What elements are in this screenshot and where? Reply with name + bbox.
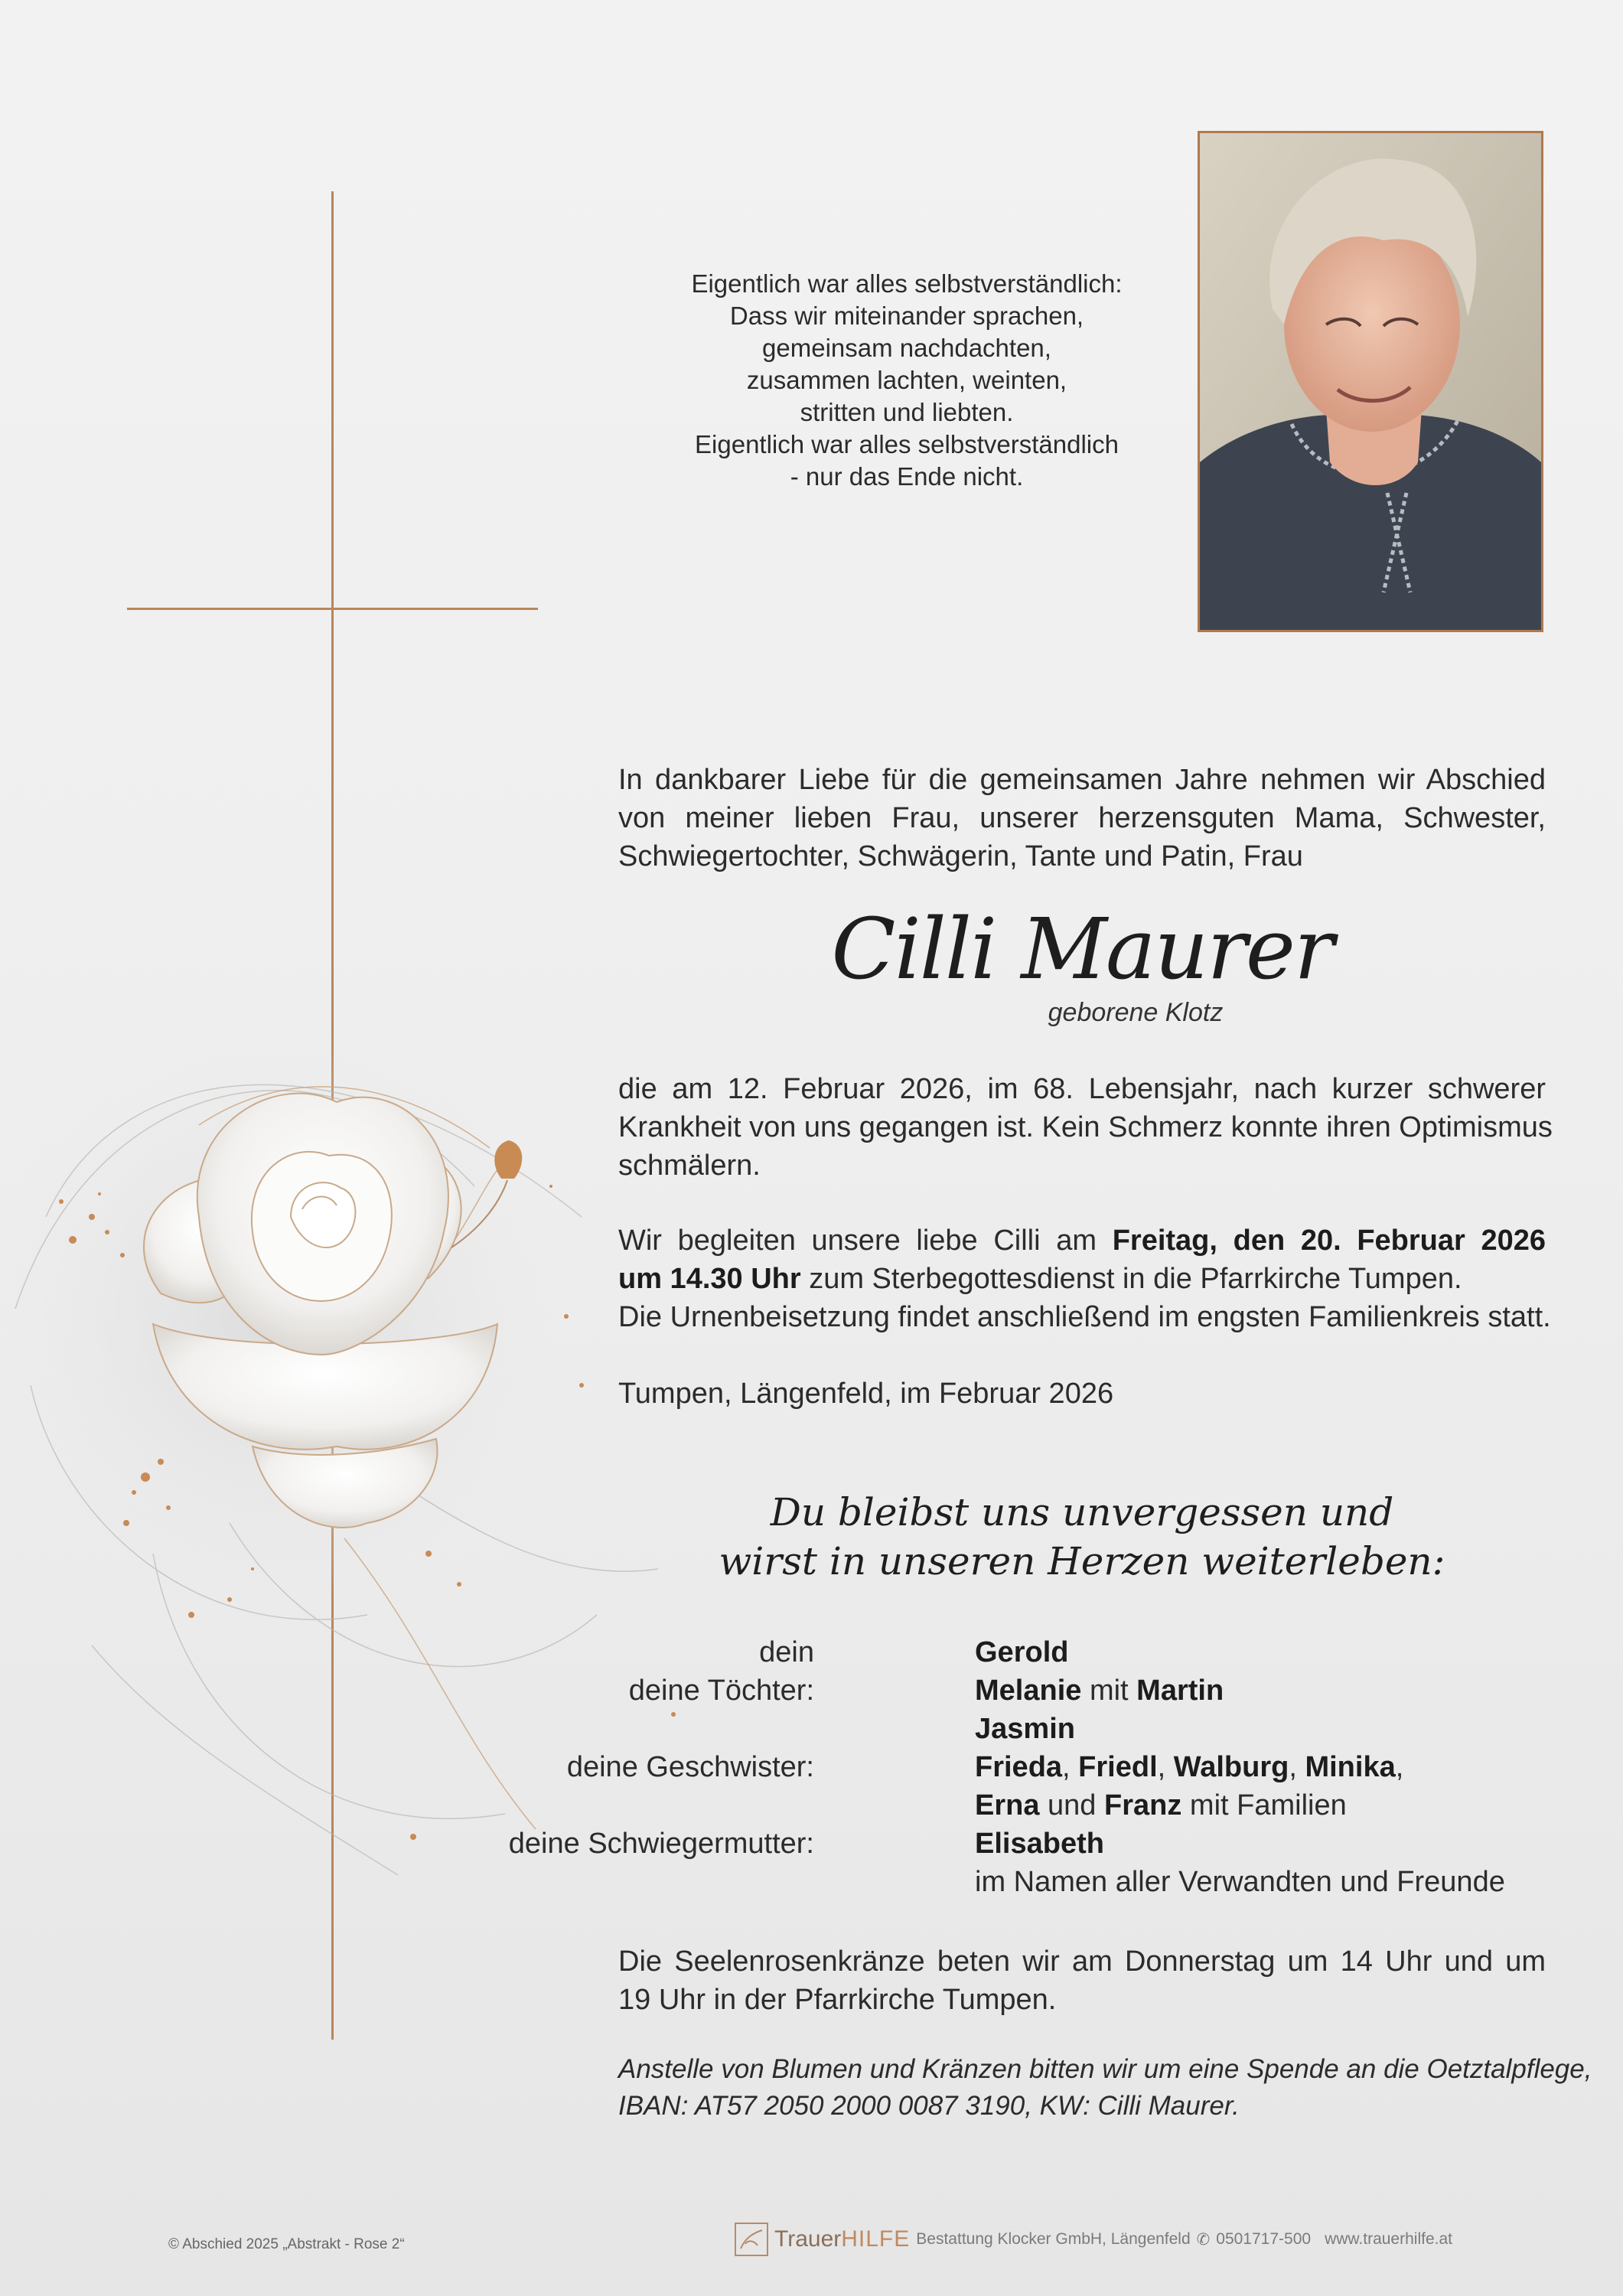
service-line-2 <box>618 1260 1546 1298</box>
death-line: schmälern. <box>618 1150 761 1182</box>
mourner-connector: im Namen aller Verwandten und Freunde <box>975 1866 1505 1898</box>
mourner-relation: deine Geschwister: <box>566 1751 814 1783</box>
poem-line: gemeinsam nachdachten, <box>762 334 1051 362</box>
phone-icon: ✆ <box>1196 2230 1211 2249</box>
mourner-row <box>618 1863 1546 1901</box>
intro-paragraph <box>618 761 1546 876</box>
intro-line: von meiner lieben Frau, unserer herzensguten Mama, Schwester, <box>618 802 1546 834</box>
service-line-1 <box>618 1221 1546 1260</box>
poem-line: Dass wir miteinander sprachen, <box>729 302 1084 330</box>
mourner-name: Erna <box>975 1789 1040 1821</box>
mourner-row <box>618 1710 1546 1748</box>
poem-line: Eigentlich war alles selbstverständlich <box>695 430 1119 458</box>
deceased-name: Cilli Maurer <box>831 900 1333 998</box>
donation-request <box>618 2051 1592 2125</box>
mourner-name: Friedl <box>1078 1751 1158 1783</box>
brand-name-a: Trauer <box>774 2226 842 2252</box>
company-name: Bestattung Klocker GmbH, Längenfeld <box>916 2230 1191 2248</box>
mourner-names <box>975 1863 1505 1901</box>
brand-name <box>774 2226 910 2252</box>
mourner-names <box>975 1786 1347 1825</box>
phone-number: 0501717-500 <box>1216 2230 1312 2248</box>
trauerhilfe-logo-icon <box>735 2223 768 2256</box>
service-info <box>618 1221 1551 1336</box>
rosary-line: 19 Uhr in der Pfarrkirche Tumpen. <box>618 1984 1057 2016</box>
motto-line: wirst in unseren Herzen weiterleben: <box>719 1539 1445 1583</box>
service-text: Wir begleiten unsere liebe Cilli am <box>618 1225 1113 1257</box>
motto-line: Du bleibst uns unvergessen und <box>770 1490 1394 1534</box>
portrait-photo <box>1198 131 1543 632</box>
service-time: um 14.30 Uhr <box>618 1263 801 1295</box>
mourner-relation: dein <box>759 1636 814 1668</box>
brand-name-b: HILFE <box>841 2226 911 2252</box>
mourner-name: Martin <box>1136 1675 1224 1707</box>
mourner-relation: deine Töchter: <box>628 1675 814 1707</box>
mourner-row <box>618 1671 1546 1710</box>
mourner-names <box>975 1633 1068 1671</box>
mourner-name: Melanie <box>975 1675 1082 1707</box>
funeral-home-footer <box>735 2223 1452 2256</box>
mourner-name: Jasmin <box>975 1713 1075 1745</box>
mourner-name: Franz <box>1104 1789 1182 1821</box>
service-text: zum Sterbegottesdienst in die Pfarrkirche Tumpen. <box>800 1263 1462 1295</box>
mourner-name: Minika <box>1305 1751 1396 1783</box>
mourner-relation: deine Schwiegermutter: <box>508 1828 814 1860</box>
template-copyright: © Abschied 2025 „Abstrakt - Rose 2“ <box>168 2236 405 2252</box>
cross-horizontal-line <box>127 608 538 610</box>
mourner-row <box>508 1825 1546 1863</box>
mourner-row <box>618 1786 1546 1825</box>
mourner-connector: , <box>1062 1751 1079 1783</box>
mourner-connector: mit Familien <box>1181 1789 1347 1821</box>
place-date: Tumpen, Längenfeld, im Februar 2026 <box>618 1378 1114 1410</box>
poem-line: - nur das Ende nicht. <box>790 462 1024 491</box>
rosary-info <box>618 1942 1546 2019</box>
intro-line: Schwiegertochter, Schwägerin, Tante und Patin, Frau <box>618 840 1303 872</box>
memorial-motto <box>618 1488 1546 1586</box>
website[interactable]: www.trauerhilfe.at <box>1325 2230 1452 2248</box>
poem-line: Eigentlich war alles selbstverständlich: <box>691 269 1123 298</box>
death-line: die am 12. Februar 2026, im 68. Lebensjahr, nach kurzer schwerer <box>618 1073 1546 1105</box>
mourner-name: Frieda <box>975 1751 1063 1783</box>
mourner-row <box>566 1748 1546 1786</box>
poem-line: stritten und liebten. <box>800 398 1014 426</box>
intro-line: In dankbarer Liebe für die gemeinsamen Jahre nehmen wir Abschied <box>618 764 1546 796</box>
mourners-list <box>508 1633 1546 1901</box>
mourner-name: Walburg <box>1173 1751 1289 1783</box>
mourner-name: Gerold <box>975 1636 1069 1668</box>
maiden-name: geborene Klotz <box>1048 998 1224 1027</box>
rosary-line: Die Seelenrosenkränze beten wir am Donnerstag um 14 Uhr und um <box>618 1945 1546 1978</box>
mourner-names <box>975 1710 1075 1748</box>
mourner-name: Elisabeth <box>975 1828 1104 1860</box>
mourner-names <box>975 1748 1403 1786</box>
mourner-names <box>975 1825 1104 1863</box>
mourner-connector: , <box>1289 1751 1305 1783</box>
mourner-names <box>975 1671 1224 1710</box>
poem <box>635 268 1178 493</box>
donation-line: Anstelle von Blumen und Kränzen bitten wir um eine Spende an die Oetztalpflege, <box>618 2054 1592 2084</box>
mourner-row <box>618 1633 1546 1671</box>
mourner-connector: , <box>1395 1751 1404 1783</box>
service-date: Freitag, den 20. Februar 2026 <box>1112 1225 1546 1257</box>
mourner-connector: und <box>1039 1789 1105 1821</box>
death-notice <box>618 1070 1553 1185</box>
poem-line: zusammen lachten, weinten, <box>746 366 1067 394</box>
donation-line: IBAN: AT57 2050 2000 0087 3190, KW: Cilli Maurer. <box>618 2091 1240 2121</box>
urn-burial-line: Die Urnenbeisetzung findet anschließend im engsten Familienkreis statt. <box>618 1301 1551 1333</box>
mourner-connector: mit <box>1081 1675 1137 1707</box>
death-line: Krankheit von uns gegangen ist. Kein Schmerz konnte ihren Optimismus <box>618 1111 1553 1143</box>
mourner-connector: , <box>1157 1751 1174 1783</box>
